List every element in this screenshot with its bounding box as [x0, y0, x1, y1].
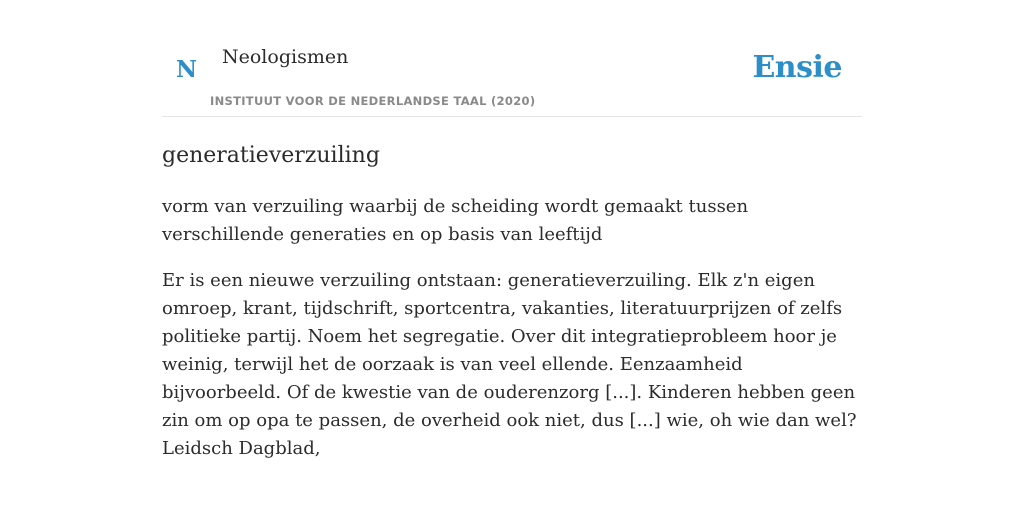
- source-subtitle: INSTITUUT VOOR DE NEDERLANDSE TAAL (2020): [210, 94, 536, 108]
- source-title[interactable]: Neologismen: [222, 46, 349, 68]
- entry-definition: vorm van verzuiling waarbij de scheiding wordt gemaakt tussen verschillende generaties en op basis van leeftijd: [162, 196, 749, 245]
- brand-logo[interactable]: Ensie: [752, 50, 842, 85]
- entry-card: [162, 0, 862, 463]
- entry-example: Er is een nieuwe verzuiling ontstaan: generatieverzuiling. Elk z'n eigen omroep, krant, tijdschrift, sportcentra, vakanties, literatuurprijzen of zelfs politieke partij. Noem het segregatie. Over dit integratieprobleem hoor je weinig, terwijl het de oorzaak is van veel ellende. Eenzaamheid bijvoorbeeld. Of de kwestie van de ouderenzorg [...]. Kinderen hebben geen zin om op opa te passen, de overheid ook niet, dus [...] wie, oh wie dan wel?: [162, 270, 857, 431]
- entry-term: generatieverzuiling: [162, 143, 380, 168]
- entry-citation: Leidsch Dagblad,: [162, 438, 321, 459]
- source-logo[interactable]: N: [176, 56, 198, 83]
- source-header: [162, 0, 862, 117]
